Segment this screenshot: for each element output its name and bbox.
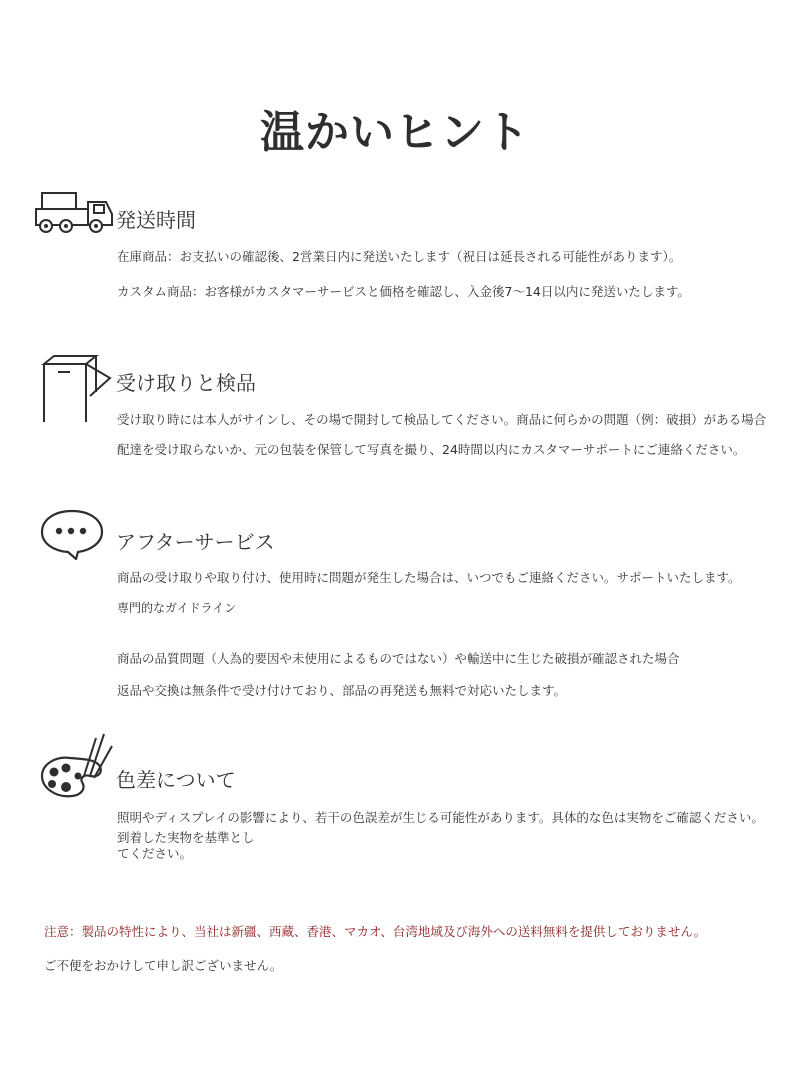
notice-apology: ご不便をおかけして申し訳ございません。: [44, 958, 283, 973]
package-box-icon: [40, 352, 114, 430]
color-difference-text-line: 照明やディスプレイの影響により、若干の色誤差が生じる可能性があります。具体的な色は実物をご確認ください。: [117, 810, 764, 825]
truck-icon: [34, 190, 114, 236]
paint-palette-icon: [40, 732, 116, 800]
after-service-text-line: 返品や交換は無条件で受け付けており、部品の再発送も無料で対応いたします。: [117, 683, 567, 698]
after-service-text-line: 専門的なガイドライン: [117, 601, 237, 615]
shipping-text-line: 在庫商品：お支払いの確認後、2営業日内に発送いたします（祝日は延長される可能性があります）。: [117, 249, 682, 264]
section-title-after-service: アフターサービス: [116, 530, 275, 554]
receipt-text-line: 配達を受け取らないか、元の包装を保管して写真を撮り、24時間以内にカスタマーサポートにご連絡ください。: [117, 442, 746, 457]
color-difference-text-line: 到着した実物を基準としてください。: [117, 830, 255, 861]
shipping-text-line: カスタム商品：お客様がカスタマーサービスと価格を確認し、入金後7〜14日以内に発送いたします。: [117, 284, 690, 299]
receipt-text-line: 受け取り時には本人がサインし、その場で開封して検品してください。商品に何らかの問題（例：破損）がある場合: [117, 412, 767, 427]
section-title-shipping: 発送時間: [116, 208, 196, 232]
notice-warning: 注意：製品の特性により、当社は新疆、西藏、香港、マカオ、台湾地域及び海外への送料無料を提供しておりません。: [44, 924, 707, 939]
chat-bubble-icon: [40, 508, 104, 560]
after-service-text-line: 商品の受け取りや取り付け、使用時に問題が発生した場合は、いつでもご連絡ください。サポートいたします。: [117, 570, 741, 585]
after-service-text-line: 商品の品質問題（人為的要因や未使用によるものではない）や輸送中に生じた破損が確認された場合: [117, 651, 680, 666]
section-title-receipt: 受け取りと検品: [116, 371, 256, 395]
section-title-color-difference: 色差について: [116, 768, 236, 792]
page-title: 温かいヒント: [260, 107, 530, 158]
